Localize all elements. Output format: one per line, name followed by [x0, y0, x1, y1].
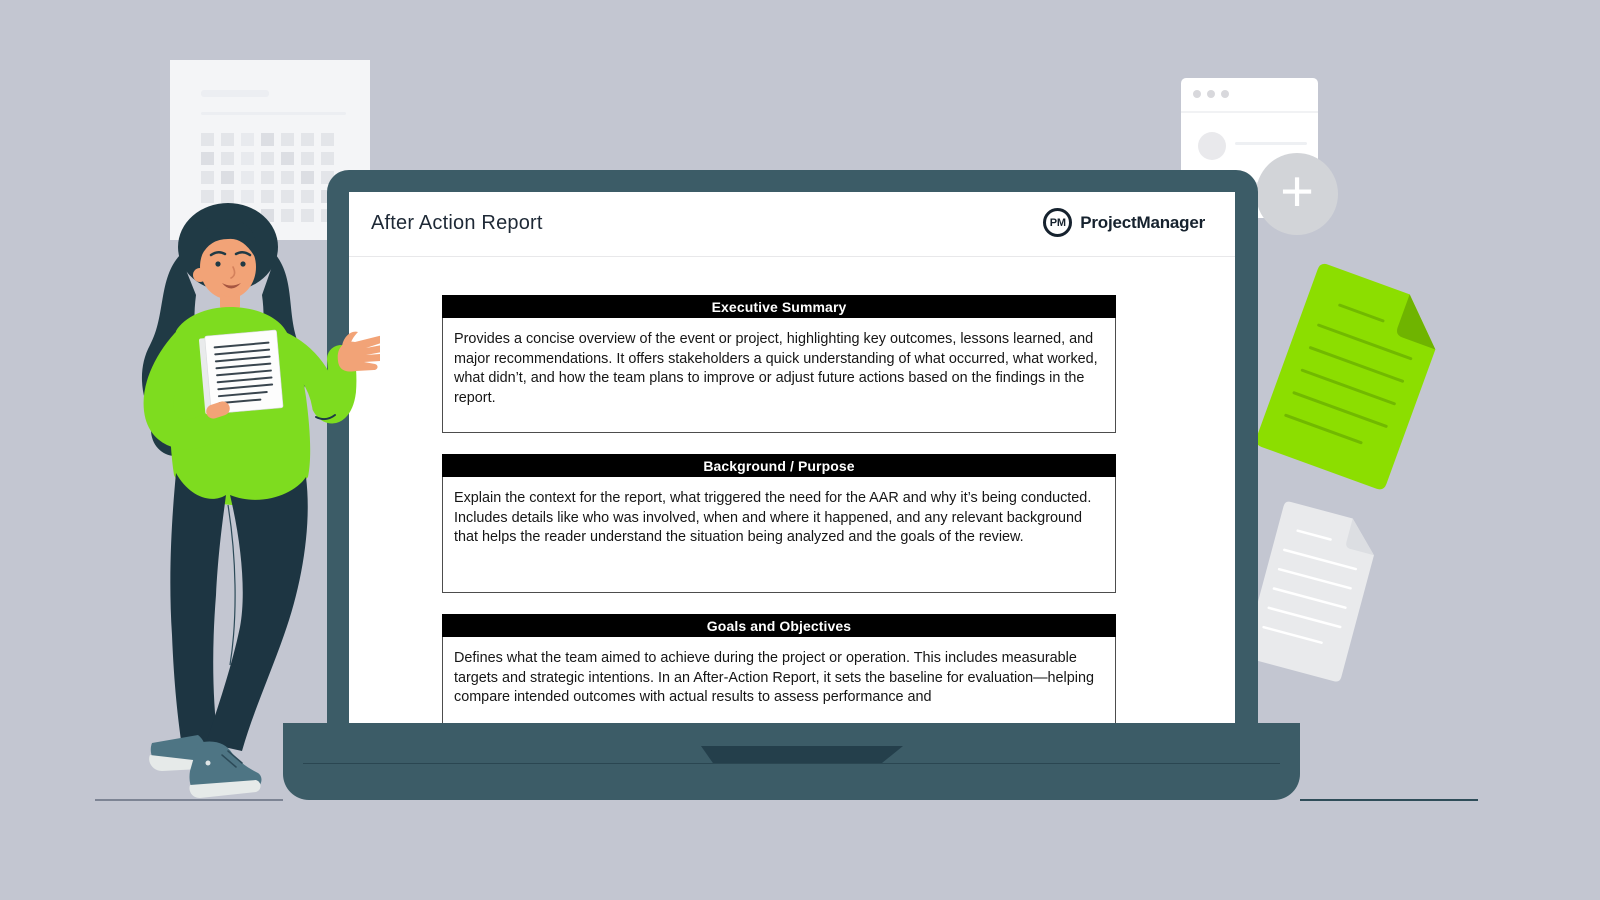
- section-goals-objectives: [442, 614, 1116, 723]
- card-divider: [1181, 111, 1318, 113]
- section-executive-summary: [442, 295, 1116, 433]
- window-dot-icon: [1207, 90, 1215, 98]
- green-document-illustration: [1258, 252, 1448, 502]
- section-heading: Executive Summary: [442, 295, 1116, 318]
- section-heading: Goals and Objectives: [442, 614, 1116, 637]
- text-placeholder-line: [1235, 142, 1307, 145]
- window-dot-icon: [1221, 90, 1229, 98]
- header-divider: [349, 256, 1235, 257]
- projectmanager-logo: [1043, 208, 1205, 237]
- pants: [170, 473, 307, 751]
- section-body: Explain the context for the report, what triggered the need for the AAR and why it’s being conducted. Includes details like who was involved, when and where it happened, and any relevant background that helps the reader understand the situation being analyzed and the goals of the review.: [442, 477, 1116, 593]
- window-dot-icon: [1193, 90, 1201, 98]
- laptop-screen: [349, 192, 1235, 723]
- right-hand: [338, 332, 380, 372]
- plus-icon: +: [1280, 159, 1314, 224]
- brand-name: ProjectManager: [1080, 212, 1205, 232]
- report-title: After Action Report: [371, 212, 543, 234]
- section-body: Defines what the team aimed to achieve during the project or operation. This includes measurable targets and strategic intentions. In an After-Action Report, it sets the baseline for evaluation—helping compare intended outcomes with actual results to assess performance and: [442, 637, 1116, 723]
- calendar-subtitle-line: [201, 112, 346, 115]
- laptop-base: [283, 723, 1300, 800]
- laptop-notch: [701, 746, 903, 763]
- plus-button: [1256, 153, 1338, 235]
- laptop-base-crease: [303, 763, 1280, 764]
- ground-line-right: [1300, 799, 1478, 801]
- calendar-title-line: [201, 90, 269, 97]
- section-body: Provides a concise overview of the event or project, highlighting key outcomes, lessons learned, and major recommendations. It offers stakeholders a quick understanding of what occurred, what worked, what didn’t, and how the team plans to improve or adjust future actions based on the findings in the report.: [442, 318, 1116, 433]
- section-heading: Background / Purpose: [442, 454, 1116, 477]
- woman-illustration: [80, 195, 380, 805]
- report-sections: [442, 295, 1116, 723]
- avatar: [1198, 132, 1226, 160]
- pm-monogram-icon: PM: [1043, 208, 1072, 237]
- shoes: [149, 735, 261, 798]
- section-background-purpose: [442, 454, 1116, 593]
- held-paper: [199, 330, 284, 415]
